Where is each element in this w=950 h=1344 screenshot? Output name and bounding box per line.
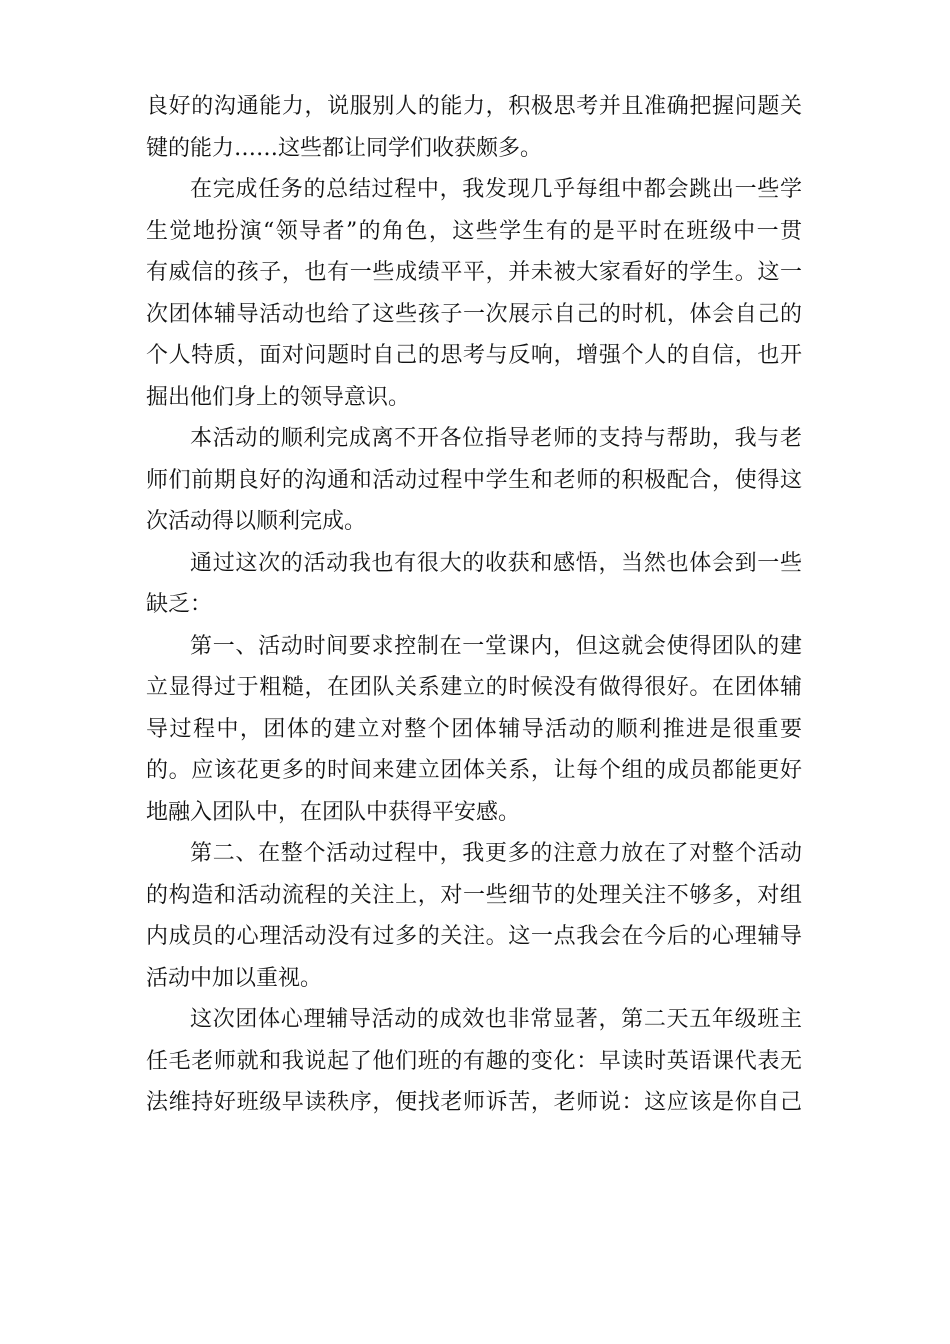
text-line: 师们前期良好的沟通和活动过程中学生和老师的积极配合，使得这 bbox=[146, 467, 802, 493]
text-line: 活动中加以重视。 bbox=[146, 965, 323, 991]
text-line: 掘出他们身上的领导意识。 bbox=[146, 384, 411, 410]
paragraph bbox=[146, 543, 802, 626]
document-body bbox=[146, 86, 802, 1124]
text-line: 生觉地扮演“领导者”的角色，这些学生有的是平时在班级中一贯 bbox=[146, 218, 802, 244]
text-line: 次活动得以顺利完成。 bbox=[146, 509, 367, 534]
text-line: 内成员的心理活动没有过多的关注。这一点我会在今后的心理辅导 bbox=[146, 924, 802, 949]
text-line: 法维持好班级早读秩序，便找老师诉苦，老师说：这应该是你自己 bbox=[146, 1090, 802, 1115]
paragraph bbox=[146, 833, 802, 999]
text-line: 在完成任务的总结过程中，我发现几乎每组中都会跳出一些学 bbox=[190, 177, 802, 202]
text-line: 立显得过于粗糙，在团队关系建立的时候没有做得很好。在团体辅 bbox=[146, 675, 802, 700]
text-line: 次团体辅导活动也给了这些孩子一次展示自己的时机，体会自己的 bbox=[146, 301, 802, 327]
paragraph bbox=[146, 169, 802, 418]
text-line: 的。应该花更多的时间来建立团体关系，让每个组的成员都能更好 bbox=[146, 758, 802, 783]
text-line: 这次团体心理辅导活动的成效也非常显著，第二天五年级班主 bbox=[190, 1007, 802, 1032]
text-line: 导过程中，团体的建立对整个团体辅导活动的顺利推进是很重要 bbox=[146, 716, 802, 742]
text-line: 第一、活动时间要求控制在一堂课内，但这就会使得团队的建 bbox=[190, 633, 802, 659]
text-line: 本活动的顺利完成离不开各位指导老师的支持与帮助，我与老 bbox=[190, 426, 802, 451]
paragraph bbox=[146, 626, 802, 834]
text-line: 缺乏： bbox=[146, 592, 213, 617]
text-line: 有威信的孩子，也有一些成绩平平，并未被大家看好的学生。这一 bbox=[146, 260, 802, 285]
paragraph bbox=[146, 999, 802, 1124]
text-line: 个人特质，面对问题时自己的思考与反响，增强个人的自信，也开 bbox=[146, 343, 802, 368]
paragraph bbox=[146, 86, 802, 169]
text-line: 的构造和活动流程的关注上，对一些细节的处理关注不够多，对组 bbox=[146, 882, 802, 908]
paragraph bbox=[146, 418, 802, 543]
text-line: 通过这次的活动我也有很大的收获和感悟，当然也体会到一些 bbox=[190, 550, 802, 576]
text-line: 地融入团队中，在团队中获得平安感。 bbox=[146, 799, 521, 825]
text-line: 任毛老师就和我说起了他们班的有趣的变化：早读时英语课代表无 bbox=[146, 1048, 802, 1074]
text-line: 键的能力……这些都让同学们收获颇多。 bbox=[146, 135, 543, 161]
text-line: 第二、在整个活动过程中，我更多的注意力放在了对整个活动 bbox=[190, 841, 802, 866]
text-line: 良好的沟通能力，说服别人的能力，积极思考并且准确把握问题关 bbox=[146, 94, 802, 119]
